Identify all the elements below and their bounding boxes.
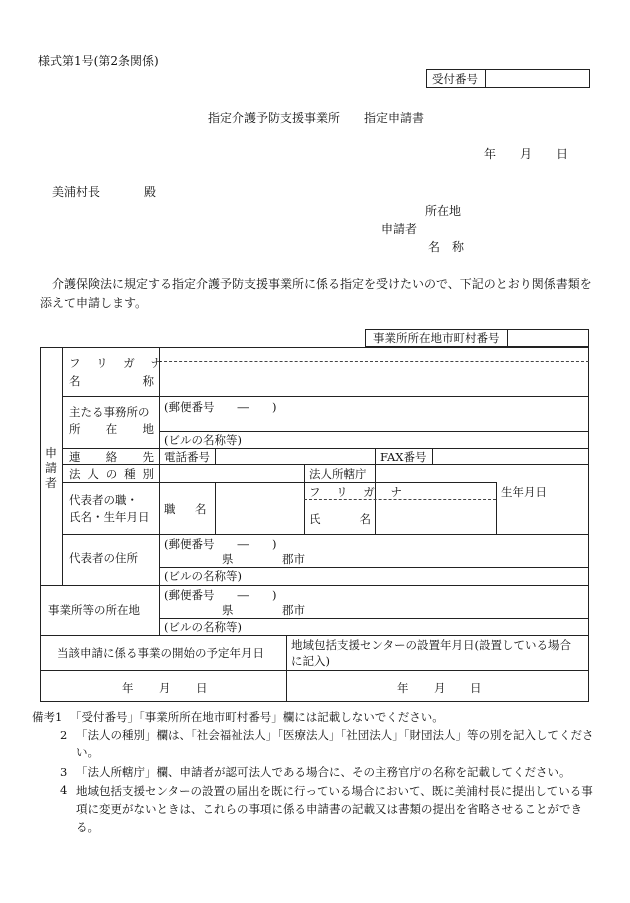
office-postal-label: (郵便番号 ― ) [164, 588, 277, 602]
rep-label-2: 氏名・生年月日 [69, 510, 150, 524]
rep-name-label: 氏 名 [309, 512, 371, 526]
rep-address-label: 代表者の住所 [69, 551, 138, 565]
municipality-code-label: 事業所所在地市町村番号 [373, 331, 500, 345]
contact-label: 連 絡 先 [69, 450, 154, 464]
corp-type-label: 法人の種別 [69, 467, 154, 481]
birth-label: 生年月日 [501, 485, 547, 499]
start-year: 年 [122, 681, 134, 695]
applicant-address-label: 所在地 [425, 204, 462, 218]
office-location-label: 事業所等の所在地 [48, 603, 140, 617]
addressee-name: 美浦村長 [52, 185, 101, 199]
furigana-label: フ リ ガ ナ [69, 356, 168, 370]
office-building-label: (ビルの名称等) [164, 620, 242, 634]
start-month: 月 [159, 681, 171, 695]
date-year: 年 [484, 147, 497, 161]
notes-heading: 備考1 [32, 710, 63, 724]
main-office-postal-label: (郵便番号 ― ) [164, 400, 277, 414]
job-title-label: 職 名 [164, 502, 211, 516]
applicant-side-label: 申請者 [44, 446, 57, 490]
applicant-name-label: 名 称 [428, 240, 465, 254]
corp-type-field[interactable] [162, 465, 302, 481]
note-4: 地域包括支援センターの設置の届出を既に行っている場合において、既に美浦村長に提出している事項に変更がないときは、これらの事項に係る申請書の記載又は書類の提出を省略させることができる。 [76, 784, 593, 834]
main-office-label-2: 所 在 地 [69, 422, 154, 436]
rep-furigana-label: フ リ ガ ナ [309, 485, 408, 499]
note-2-number: 2 [60, 728, 68, 742]
applicant-label: 申請者 [381, 222, 418, 236]
name-label: 名 称 [69, 374, 154, 388]
center-month: 月 [434, 681, 446, 695]
center-day: 日 [470, 681, 482, 695]
start-day: 日 [196, 681, 208, 695]
note-1: 「受付番号」「事業所所在地市町村番号」欄には記載しないでください。 [70, 710, 444, 724]
addressee-honorific: 殿 [144, 185, 157, 199]
job-title-field[interactable] [218, 484, 302, 532]
phone-label: 電話番号 [164, 450, 210, 464]
rep-county-label: 郡市 [282, 552, 305, 566]
municipality-code-field[interactable] [512, 331, 582, 345]
reception-number-label: 受付番号 [432, 72, 478, 86]
rep-building-label: (ビルの名称等) [164, 569, 242, 583]
municipality-code-box [365, 329, 589, 347]
reception-number-box [426, 69, 590, 88]
start-date-label: 当該申請に係る事業の開始の予定年月日 [57, 646, 264, 660]
fax-field[interactable] [435, 449, 587, 463]
center-date-label-1: 地域包括支援センターの設置年月日(設置している場合 [291, 638, 572, 652]
form-number: 様式第1号(第2条関係) [38, 54, 159, 68]
document-title: 指定介護予防支援事業所 指定申請書 [208, 111, 425, 125]
corp-authority-label: 法人所轄庁 [309, 467, 367, 481]
intro-text: 介護保険法に規定する指定介護予防支援事業所に係る指定を受けたいので、下記のとおり関係書類を添えて申請します。 [40, 277, 592, 310]
fax-label: FAX番号 [380, 450, 427, 464]
rep-postal-label: (郵便番号 ― ) [164, 537, 277, 551]
rep-prefecture-label: 県 [222, 552, 234, 566]
note-3: 「法人所轄庁」欄、申請者が認可法人である場合に、その主務官庁の名称を記載してください。 [76, 765, 571, 779]
main-office-label-1: 主たる事務所の [69, 405, 150, 419]
office-county-label: 郡市 [282, 603, 305, 617]
date-day: 日 [556, 147, 569, 161]
corp-authority-field[interactable] [378, 465, 587, 481]
rep-name-field[interactable] [378, 484, 494, 532]
date-month: 月 [520, 147, 533, 161]
name-field[interactable] [163, 364, 585, 394]
note-3-number: 3 [60, 765, 68, 779]
rep-label-1: 代表者の職・ [69, 493, 138, 507]
note-2: 「法人の種別」欄は、「社会福祉法人」「医療法人」「社団法人」「財団法人」等の別を記入してください。 [76, 728, 594, 759]
furigana-field[interactable] [163, 348, 585, 360]
note-4-number: 4 [60, 783, 68, 797]
center-date-label-2: に記入) [291, 654, 330, 668]
center-year: 年 [397, 681, 409, 695]
phone-field[interactable] [218, 449, 372, 463]
main-office-building-label: (ビルの名称等) [164, 433, 242, 447]
office-prefecture-label: 県 [222, 603, 234, 617]
